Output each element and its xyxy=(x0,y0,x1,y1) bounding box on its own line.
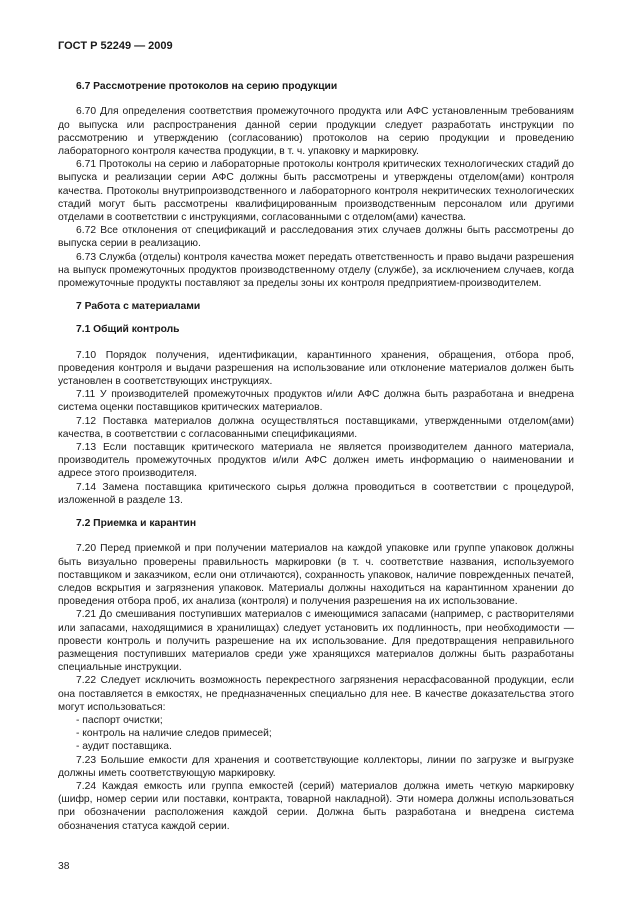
paragraph-7-23: 7.23 Большие емкости для хранения и соответствующие коллекторы, линии по загрузке и выгрузке должны иметь соответствующую маркировку. xyxy=(58,754,574,779)
section-7-2-title: 7.2 Приемка и карантин xyxy=(76,518,197,530)
paragraph-7-20: 7.20 Перед приемкой и при получении материалов на каждой упаковке или группе упаковок должны быть визуально проверены правильность маркировки (в т. ч. соответствие названия, используемого поставщиком и заказчиком, если они отличаются), сохранность упаковок, наличие поврежденных печатей, следов вскрытия и загрязнения упаковок. Материалы должны находиться на карантинном хранении до проведения отбора проб, их анализа (контроля) и получения разрешения на их использование. xyxy=(58,543,574,608)
paragraph-6-70: 6.70 Для определения соответствия промежуточного продукта или АФС установленным требованиям до выпуска или распространения данной серии продукции следует разработать инструкции по рассмотрению и утверждению (согласованию) протоколов на серию продукции и проведению лабораторного контроля качества продукции, в т. ч. упаковку и маркировку. xyxy=(58,106,574,158)
paragraph-7-10: 7.10 Порядок получения, идентификации, карантинного хранения, обращения, отбора проб, проведения контроля и выдачи разрешения на использование или отклонение материалов должен быть установлен в соответствующих инструкциях. xyxy=(58,349,574,388)
list-item-cleaning-passport: - паспорт очистки; xyxy=(76,714,163,726)
section-6-7-title: 6.7 Рассмотрение протоколов на серию продукции xyxy=(76,81,338,93)
paragraph-6-72: 6.72 Все отклонения от спецификаций и расследования этих случаев должны быть рассмотрены до выпуска серии в реализацию. xyxy=(58,225,574,250)
paragraph-7-24: 7.24 Каждая емкость или группа емкостей (серий) материалов должна иметь четкую маркировку (шифр, номер серии или поставки, контракта, товарной накладной). Эти номера должны использоваться при обозначении расположения каждой серии. Должна быть разработана и внедрена система обозначения статуса каждой серии. xyxy=(58,780,574,832)
paragraph-6-73: 6.73 Служба (отделы) контроля качества может передать ответственность и право выдачи разрешения на выпуск промежуточных продуктов производственному отделу (службе), за исключением случаев, когда промежуточные продукты поставляют за пределы зоны их контроля предприятием-производителем. xyxy=(58,251,574,290)
section-7-title: 7 Работа с материалами xyxy=(76,301,201,313)
list-item-impurity-control: - контроль на наличие следов примесей; xyxy=(76,728,272,740)
document-header: ГОСТ Р 52249 — 2009 xyxy=(58,40,173,52)
paragraph-7-14: 7.14 Замена поставщика критического сырья должна проводиться в соответствии с процедурой, изложенной в разделе 13. xyxy=(58,481,574,506)
paragraph-6-71: 6.71 Протоколы на серию и лабораторные протоколы контроля критических технологических стадий до выпуска и реализации серии АФС должны быть рассмотрены и утверждены отделом(ами) контроля качества. Протоколы внутрипроизводственного и лабораторного контроля некритических технологических стадий могут быть рассмотрены квалифицированным производственным персоналом или другими отделами в соответствии с инструкциями, согласованными с отделом(ами) качества. xyxy=(58,159,574,224)
page-number: 38 xyxy=(58,861,70,872)
paragraph-7-21: 7.21 До смешивания поступивших материалов с имеющимися запасами (например, с растворителями или запасами, находящимися в хранилищах) следует установить их подлинность, при необходимости — провести контроль и получить разрешение на их использование. Для предотвращения неправильного размещения поступивших материалов среди уже хранящихся материалов должны быть разработаны специальные инструкции. xyxy=(58,609,574,674)
paragraph-7-13: 7.13 Если поставщик критического материала не является производителем данного материала, производитель промежуточных продуктов и/или АФС должен иметь информацию о наименовании и адресе этого производителя. xyxy=(58,442,574,480)
paragraph-7-22: 7.22 Следует исключить возможность перекрестного загрязнения нерасфасованной продукции, если она поставляется в емкостях, не предназначенных специально для нее. В качестве доказательства этого могут использоваться: xyxy=(58,675,574,713)
paragraph-7-12: 7.12 Поставка материалов должна осуществляться поставщиками, утвержденными отделом(ами) качества, в соответствии с согласованными спецификациями. xyxy=(58,415,574,440)
paragraph-7-11: 7.11 У производителей промежуточных продуктов и/или АФС должна быть разработана и внедрена система оценки поставщиков критических материалов. xyxy=(58,389,574,414)
section-7-1-title: 7.1 Общий контроль xyxy=(76,324,180,336)
list-item-supplier-audit: - аудит поставщика. xyxy=(76,741,172,753)
